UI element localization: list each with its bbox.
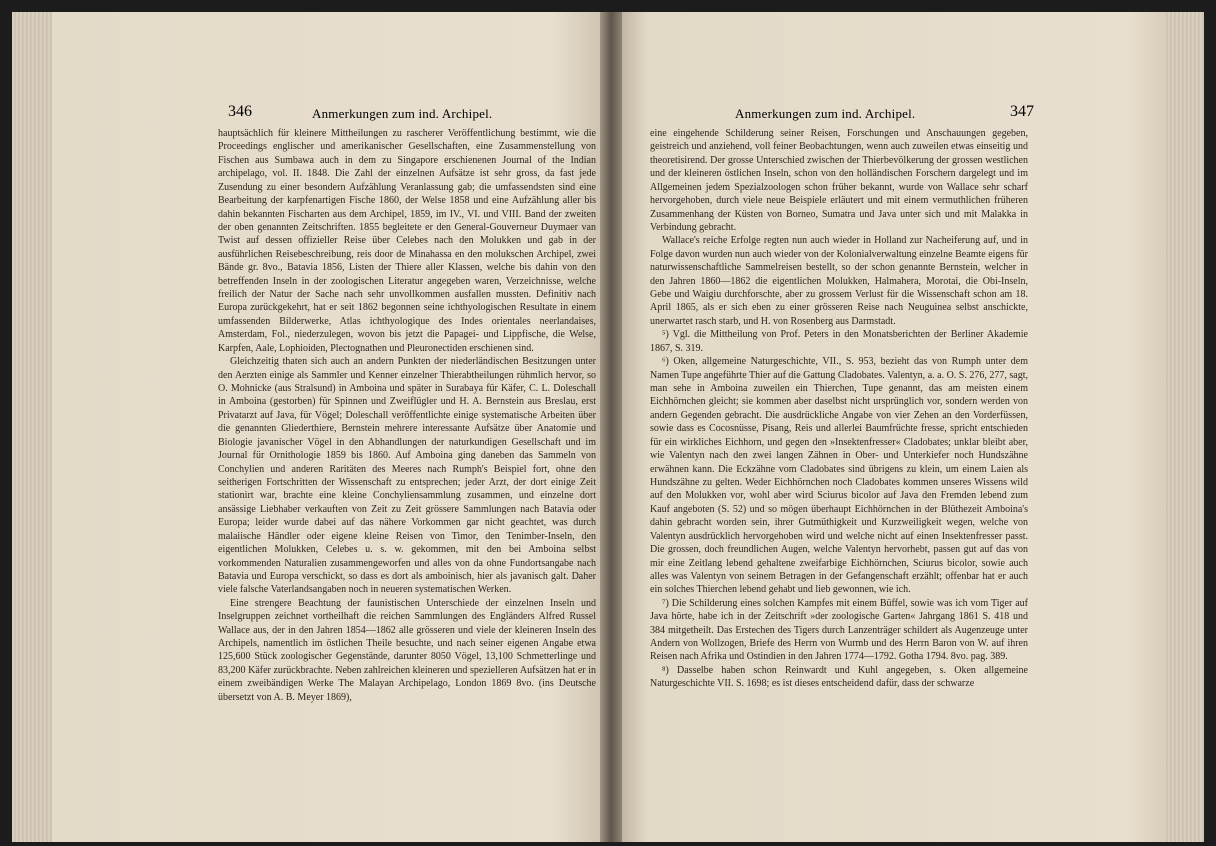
left-page-number: 346 xyxy=(228,103,252,120)
footnote: ⁵) Vgl. die Mittheilung von Prof. Peters in den Monatsberichten der Berliner Akademie 1867, S. 319. xyxy=(650,329,1028,354)
left-paragraph: Gleichzeitig thaten sich auch an andern Punkten der niederländischen Besitzungen unter den Aerzten einige als Sammler und Kenner einzelner Thierabtheilungen rühmlich hervor, so O. Mohnicke (aus Stralsund) in Amboina und später in Surabaya für Käfer, C. L. Doleschall in Amboina (gestorben) für Spinnen und Zweiflügler und H. A. Bernstein aus Breslau, erst Privatarzt auf Java, für Vögel; Doleschall veröffentlichte einige systematische Arbeiten über die genannten Gliederthiere, Bernstein mehrere interessante Aufsätze über Anatomie und Biologie javanischer Vögel in den Abhandlungen der naturkundigen Gesellschaft und im Journal für Ornithologie 1859 bis 1860. Auf Amboina ging daneben das Sammeln von Conchylien und anderen Raritäten des Meeres nach Rumph's Beispiel fort, ohne den seitherigen Fortschritten der Wissenschaft zu entsprechen; jeder Arzt, der dort einige Zeit stationirt war, brachte eine kleine Conchyliensammlung zusammen, und einzelne dort ansässige Liebhaber verkauften von Zeit zu Zeit grössere Sammlungen nach Batavia oder Europa; leider wurde dabei auf das nähere Vorkommen gar nicht geachtet, was durch malaiische Händler oder eigene kleine Reisen von Timor, den Tenimber-Inseln, den eigentlichen Molukken, Celebes u. s. w. gekommen, mit den bei Amboina selbst vorkommenden Naturalien zusammengeworfen und alles von da ohne Fundortsangabe nach Batavia und Europa verschickt, so dass es dort als amboinisch, hier als javanisch galt. Daher viele falsche Vaterlandsangaben noch in neueren systematischen Werken. xyxy=(218,356,596,596)
right-text-column xyxy=(650,127,1028,691)
right-paragraph: eine eingehende Schilderung seiner Reisen, Forschungen und Anschauungen gegeben, geistreich und anziehend, voll feiner Beobachtungen, wenn auch zuweilen etwas einseitig und theoretisirend. Der grosse Unterschied zwischen der Thierbevölkerung der grossen westlichen und der kleineren östlichen Inseln, schon von den holländischen Forschern dargelegt und im Allgemeinen jedem Spezialzoologen schon früher bekannt, wurde von Wallace sehr scharf hervorgehoben, durch viele neue Beispiele erläutert und mit einem vermuthlichen früheren Zusammenhang der Küsten von Borneo, Sumatra und Java unter sich und mit Malakka in Verbindung gebracht. xyxy=(650,128,1028,233)
left-text-column xyxy=(218,127,596,704)
left-paragraph: Eine strengere Beachtung der faunistischen Unterschiede der einzelnen Inseln und Inselgruppen zeichnet vortheilhaft die reichen Sammlungen des Engländers Alfred Russel Wallace aus, der in den Jahren 1854—1862 alle grösseren und viele der kleineren Inseln des Archipels, namentlich im östlichen Theile besuchte, und nach seiner eigenen Angabe etwa 125,600 Stück zoologischer Gegenstände, darunter 8050 Vögel, 13,100 Schmetterlinge und 83,200 Käfer zurückbrachte. Neben zahlreichen kleineren und spezielleren Aufsätzen hat er in einem zweibändigen Werke The Malayan Archipelago, London 1869 8vo. (ins Deutsche übersetzt von A. B. Meyer 1869), xyxy=(218,597,596,703)
right-page-edges xyxy=(1164,12,1204,842)
book-gutter xyxy=(600,12,622,842)
right-running-header: Anmerkungen zum ind. Archipel. xyxy=(735,106,916,121)
left-paragraph: hauptsächlich für kleinere Mittheilungen zu rascherer Veröffentlichung bestimmt, wie die Proceedings englischer und amerikanischer Gesellschaften, eine Zusammenstellung von Fischen aus Sumbawa auch in dem zu Singapore erschienenen Journal of the Indian archipelago, vol. II. 1848. Die Zahl der einzelnen Aufsätze ist sehr gross, da fast jede Zusendung zu einer besondern Aufzählung Veranlassung gab; die umfassendsten sind eine Bearbeitung der karpfenartigen Fische 1860, der Welse 1858 und eine Aufzählung aller bis dahin bekannten Fischarten aus dem Archipel, 1859, im IV., VI. und VIII. Band der zweiten der oben genannten Zeitschriften. 1855 begleitete er den General-Gouverneur Duymaer van Twist auf dessen offizieller Reise über Celebes nach den Molukken und gab in der ausführlichen Reisebeschreibung, reis door de Minahassa en den molukschen Archipel, zwei Bände gr. 8vo., Batavia 1856, Listen der Thiere aller Klassen, welche bis dahin von den betreffenden Inseln in der zoologischen Literatur angegeben waren, Verzeichnisse, welche freilich der Natur der Sache nach sehr unvollkommen ausfallen mussten. Definitiv nach Europa zurückgekehrt, hat er seit 1862 begonnen seine ichthyologischen Resultate in einem umfassenden Bilderwerke, Atlas ichthyologique des Indes orientales neerlandaises, Amsterdam, Fol., niederzulegen, wovon bis jetzt die Papagei- und Lippfische, die Welse, Karpfen, Aale, Lophioiden, Plectognathen und Pleuronectiden erschienen sind. xyxy=(218,128,596,354)
footnote: ⁷) Die Schilderung eines solchen Kampfes mit einem Büffel, sowie was ich vom Tiger auf Java hörte, habe ich in der Zeitschrift »der zoologische Garten« Jahrgang 1861 S. 418 und 384 mitgetheilt. Das Erstechen des Tigers durch Lanzenträger schildert als Augenzeuge unter Andern von Wollzogen, Briefe des Herrn von Wurmb und des Herrn Baron von W. auf ihren Reisen nach Afrika und Ostindien in den Jahren 1774—1792. Gotha 1794. 8vo. pag. 389. xyxy=(650,597,1028,663)
footnote: ⁶) Oken, allgemeine Naturgeschichte, VII., S. 953, bezieht das von Rumph unter dem Namen Tupe angeführte Thier auf die Gattung Cladobates. Valentyn, a. a. O. S. 276, 277, sagt, man sehe in Amboina zuweilen ein Thierchen, Tupe genannt, das am meisten einem Eichhörnchen gleicht; sie kommen aber daselbst nicht ursprünglich vor, sondern werden von andern Gegenden gebracht. Die ausdrückliche Angabe von vier Zehen an den Vorderfüssen, sowie dass es Cocosnüsse, Pisang, Reis und allerlei Baumfrüchte fresse, spricht entschieden für ein wirkliches Eichhorn, und gegen den »Insektenfresser« Cladobates; unklar bleibt aber, wie Valentyn nach den zwei langen Zähnen in Ober- und Unterkiefer noch Hundszähne erwähnen kann. Die Eckzähne vom Cladobates sind übrigens zu klein, um einem Laien als Hundszähne zu gelten. Weder Eichhörnchen noch Cladobates kommen unseres Wissens wild auf den Molukken vor, wohl aber wird Sciurus bicolor auf Java den Fremden lebend zum Kauf angeboten (S. 52) und so mögen überhaupt Eichhörnchen in der Blüthezeit Amboina's dahin gebracht worden sein, ihrer Gutmüthigkeit und Kurzweiligkeit wegen, welche von Valentyn ausdrücklich hervorgehoben wird und welche nicht auf einen Insektenfresser passt. Die grossen, doch freundlichen Augen, welche Valentyn hervorhebt, passen gut auf das von mir eine Zeitlang lebend gehaltene zweifarbige Eichhörnchen, Sciurus bicolor, sowie auch alles was Valentyn von seinem Betragen in der Gefangenschaft erzählt; offenbar hat er auch ein solches Thierchen lebend gehabt und lieb gewonnen, wie ich. xyxy=(650,356,1028,596)
left-page-edges xyxy=(12,12,52,842)
footnote: ⁸) Dasselbe haben schon Reinwardt und Kuhl angegeben, s. Oken allgemeine Naturgeschichte VII. S. 1698; es ist dieses entscheidend dafür, dass der schwarze xyxy=(650,664,1028,690)
right-paragraph: Wallace's reiche Erfolge regten nun auch wieder in Holland zur Nacheiferung auf, und in Folge davon wurden nun auch wieder von der Kolonialverwaltung einzelne Beamte eigens für naturwissenschaftliche Sammelreisen bestellt, so der schon genannte Bernstein, welcher in den Jahren 1860—1862 die eigentlichen Molukken, Halmahera, Morotai, die Obi-Inseln, Gebe und Waigiu durchforschte, aber zu grossem Verlust für die Wissenschaft schon am 18. April 1865, als er sich eben zu einer grösseren Reise nach Neuguinea selbst anschickte, unerwartet rasch starb, und H. von Rosenberg aus Darmstadt. xyxy=(650,235,1028,327)
right-page-number: 347 xyxy=(1010,103,1034,120)
left-running-header: Anmerkungen zum ind. Archipel. xyxy=(312,106,493,121)
